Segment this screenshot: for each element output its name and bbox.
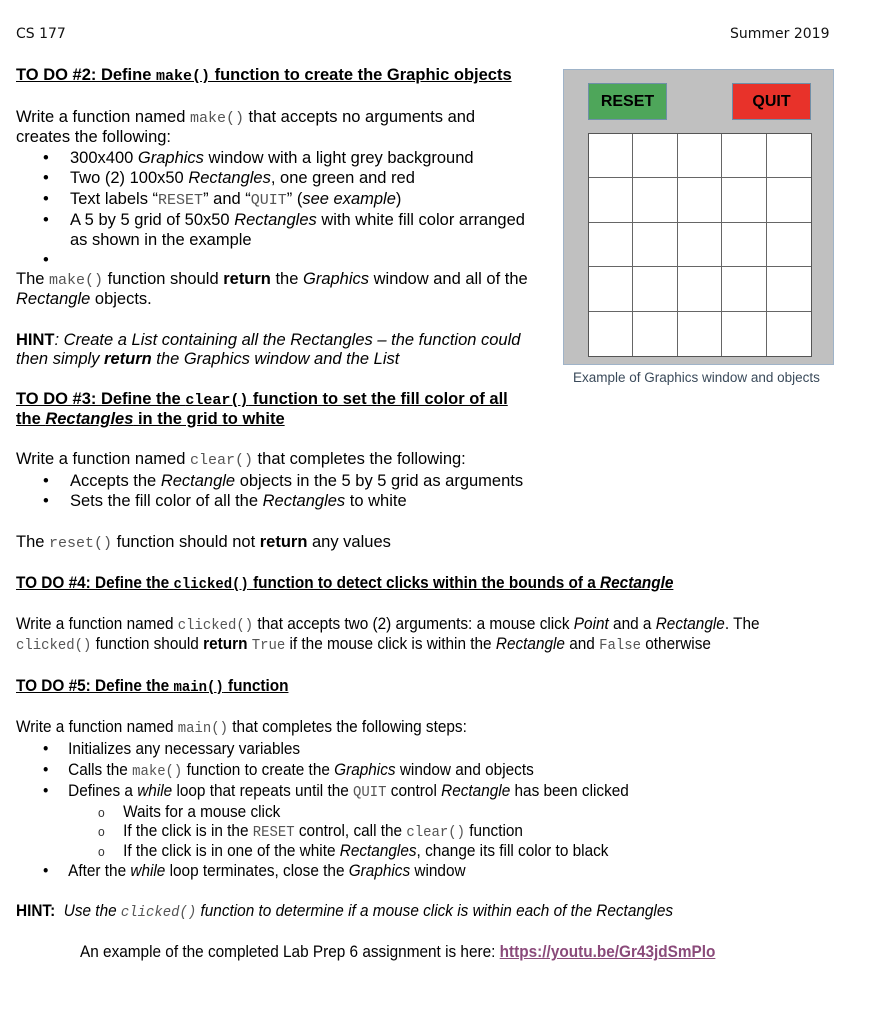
reset-control: RESET xyxy=(588,83,667,120)
todo2-bullet-1: • 300x400 Graphics window with a light grey background xyxy=(43,149,474,167)
bullet-icon: • xyxy=(43,761,49,779)
todo5-bullet-1: • Initializes any necessary variables xyxy=(43,740,301,758)
todo2-hint: HINT: Create a List containing all the Rectangles – the function could xyxy=(16,331,521,349)
graphics-window-example xyxy=(563,69,834,365)
grid-cell xyxy=(633,134,677,178)
todo2-return-line2: Rectangle objects. xyxy=(16,290,152,308)
todo5-bullet-2: • Calls the make() function to create the Graphics window and objects xyxy=(43,761,534,780)
heading-code: make() xyxy=(155,68,210,85)
bullet-icon: • xyxy=(43,782,49,800)
grid-cell xyxy=(589,312,633,356)
bullet-icon: • xyxy=(43,251,49,269)
todo3-heading: TO DO #3: Define the clear() function to set the fill color of all xyxy=(16,390,508,409)
sub-bullet-icon: o xyxy=(98,805,105,820)
todo3-bullet-2: • Sets the fill color of all the Rectangles to white xyxy=(43,492,407,510)
todo5-sub-1: o Waits for a mouse click xyxy=(98,803,281,821)
grid-cell xyxy=(767,178,811,222)
grid-cell xyxy=(722,134,766,178)
grid-cell xyxy=(589,267,633,311)
grid-cell xyxy=(633,267,677,311)
todo2-hint-line2: then simply return the Graphics window and the List xyxy=(16,350,400,368)
grid-cell xyxy=(589,134,633,178)
todo5-sub-2: o If the click is in the RESET control, call the clear() function xyxy=(98,822,523,841)
grid-cell xyxy=(722,223,766,267)
bullet-icon: • xyxy=(43,169,49,187)
todo5-heading: TO DO #5: Define the main() function xyxy=(16,677,289,696)
bullet-icon: • xyxy=(43,492,49,510)
example-caption: Example of Graphics window and objects xyxy=(573,370,820,385)
todo3-bullet-1: • Accepts the Rectangle objects in the 5 by 5 grid as arguments xyxy=(43,472,524,490)
heading-text: function to create the Graphic objects xyxy=(210,66,512,84)
todo5-sub-3: o If the click is in one of the white Rectangles, change its fill color to black xyxy=(98,842,609,860)
todo2-intro-line2: creates the following: xyxy=(16,128,172,146)
grid-cell xyxy=(678,178,722,222)
grid-cell xyxy=(767,267,811,311)
video-link[interactable]: https://youtu.be/Gr43jdSmPlo xyxy=(499,943,716,961)
grid-cell xyxy=(722,178,766,222)
todo5-bullet-3: • Defines a while loop that repeats until the QUIT control Rectangle has been clicked xyxy=(43,782,629,801)
grid-cell xyxy=(722,267,766,311)
todo3-heading-line2: the Rectangles in the grid to white xyxy=(16,410,285,428)
grid-cell xyxy=(633,223,677,267)
bullet-icon: • xyxy=(43,862,49,880)
term-label: Summer 2019 xyxy=(730,26,830,42)
todo2-intro: Write a function named make() that accepts no arguments and xyxy=(16,108,476,127)
grid-cell xyxy=(722,312,766,356)
bullet-icon: • xyxy=(43,190,49,208)
heading-text: TO DO #2: Define xyxy=(16,66,156,84)
grid-cell xyxy=(678,312,722,356)
sub-bullet-icon: o xyxy=(98,844,105,859)
todo4-heading: TO DO #4: Define the clicked() function to detect clicks within the bounds of a Rectangle xyxy=(16,574,674,593)
bullet-icon: • xyxy=(43,211,49,229)
grid-cell xyxy=(767,134,811,178)
course-label: CS 177 xyxy=(16,26,66,42)
todo2-bullet-3: • Text labels “RESET” and “QUIT” (see example) xyxy=(43,190,402,209)
todo4-line1: Write a function named clicked() that accepts two (2) arguments: a mouse click Point and a Rectangle. The xyxy=(16,615,760,634)
todo2-bullet-2: • Two (2) 100x50 Rectangles, one green and red xyxy=(43,169,415,187)
grid-cell xyxy=(678,223,722,267)
todo5-bullet-4: • After the while loop terminates, close the Graphics window xyxy=(43,862,466,880)
grid-cell xyxy=(633,178,677,222)
grid-cell xyxy=(633,312,677,356)
bullet-icon: • xyxy=(43,740,49,758)
grid-cell xyxy=(678,267,722,311)
todo5-intro: Write a function named main() that completes the following steps: xyxy=(16,718,467,737)
todo3-intro: Write a function named clear() that completes the following: xyxy=(16,450,466,469)
todo2-bullet-5-empty xyxy=(43,250,70,270)
todo4-line2: clicked() function should return True if the mouse click is within the Rectangle and False otherwise xyxy=(16,635,711,654)
grid-cell xyxy=(678,134,722,178)
todo3-note: The reset() function should not return any values xyxy=(16,533,391,552)
todo2-bullet-4-line2: as shown in the example xyxy=(70,231,252,249)
grid-cell xyxy=(589,178,633,222)
quit-control: QUIT xyxy=(732,83,811,120)
todo2-bullet-4: • A 5 by 5 grid of 50x50 Rectangles with white fill color arranged xyxy=(43,211,525,229)
grid-cell xyxy=(767,223,811,267)
todo2-return: The make() function should return the Graphics window and all of the xyxy=(16,270,528,289)
grid-cell xyxy=(767,312,811,356)
footer-line: An example of the completed Lab Prep 6 assignment is here: https://youtu.be/Gr43jdSmPlo xyxy=(80,943,716,961)
grid-cell xyxy=(589,223,633,267)
sub-bullet-icon: o xyxy=(98,824,105,839)
rectangle-grid xyxy=(588,133,812,357)
bullet-icon: • xyxy=(43,149,49,167)
todo2-heading xyxy=(16,65,512,87)
final-hint: HINT: Use the clicked() function to determine if a mouse click is within each of the Rectangles xyxy=(16,902,674,921)
bullet-icon: • xyxy=(43,472,49,490)
